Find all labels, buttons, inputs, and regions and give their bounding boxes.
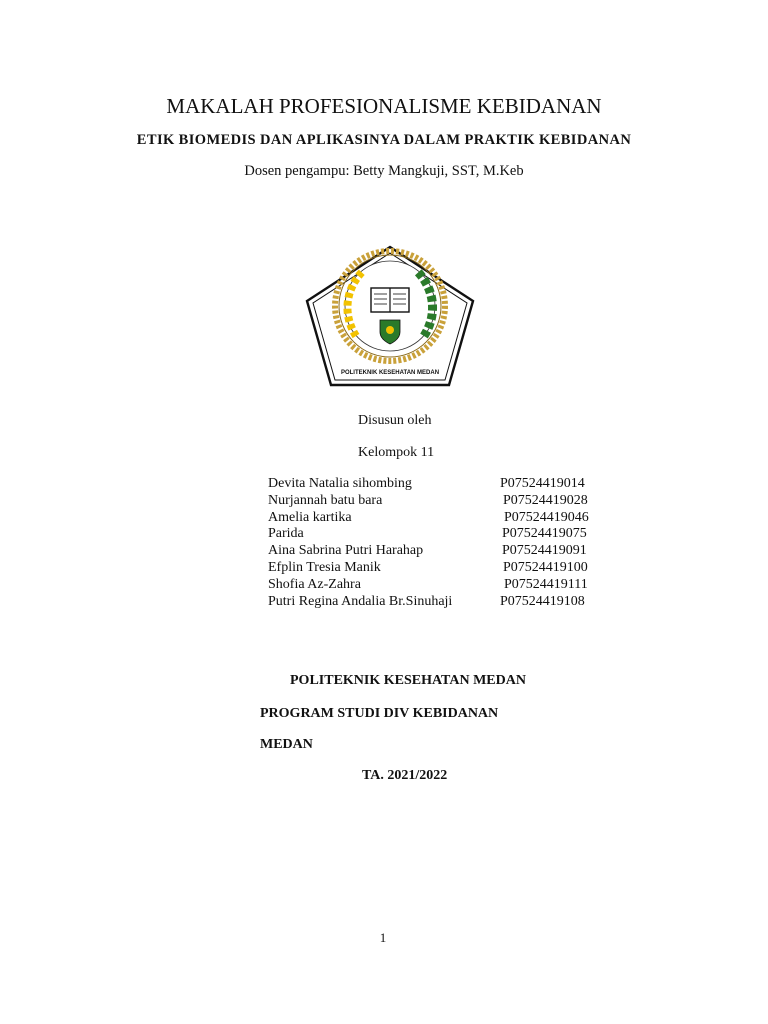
member-name: Aina Sabrina Putri Harahap xyxy=(268,543,424,559)
member-name: Efplin Tresia Manik xyxy=(268,559,381,575)
member-id: P07524419111 xyxy=(504,576,588,592)
compiled-by-label: Disusun oleh xyxy=(358,413,432,428)
member-row xyxy=(268,493,628,510)
member-name: Shofia Az-Zahra xyxy=(268,576,361,592)
group-label: Kelompok 11 xyxy=(358,445,435,460)
member-id: P07524419108 xyxy=(500,593,585,609)
member-name: Devita Natalia sihombing xyxy=(268,476,412,491)
page-number: 1 xyxy=(379,930,387,945)
document-subtitle: ETIK BIOMEDIS DAN APLIKASINYA DALAM PRAKTIK KEBIDANAN xyxy=(136,132,632,148)
institution-name: POLITEKNIK KESEHATAN MEDAN xyxy=(290,673,526,688)
member-id: P07524419075 xyxy=(502,526,587,542)
member-row xyxy=(268,476,628,493)
member-id: P07524419046 xyxy=(504,509,589,525)
member-id: P07524419014 xyxy=(500,476,585,491)
institution-logo xyxy=(304,244,476,390)
member-row xyxy=(268,560,628,577)
member-row xyxy=(268,510,628,527)
member-name: Parida xyxy=(268,526,304,542)
member-id: P07524419100 xyxy=(503,559,588,575)
member-name: Putri Regina Andalia Br.Sinuhaji xyxy=(268,593,453,609)
academic-year: TA. 2021/2022 xyxy=(362,768,448,783)
member-row xyxy=(268,526,628,543)
member-row xyxy=(268,577,628,594)
city-name: MEDAN xyxy=(260,737,313,752)
member-name: Amelia kartika xyxy=(268,509,352,525)
member-list xyxy=(268,476,628,610)
member-id: P07524419091 xyxy=(502,543,587,559)
member-row xyxy=(268,594,628,611)
study-program: PROGRAM STUDI DIV KEBIDANAN xyxy=(260,706,499,721)
member-name: Nurjannah batu bara xyxy=(268,492,383,508)
member-row xyxy=(268,543,628,560)
member-id: P07524419028 xyxy=(503,492,588,508)
document-title: MAKALAH PROFESIONALISME KEBIDANAN xyxy=(166,94,602,118)
lecturer-line: Dosen pengampu: Betty Mangkuji, SST, M.Keb xyxy=(244,163,524,179)
logo-caption: POLITEKNIK KESEHATAN MEDAN xyxy=(340,370,440,376)
